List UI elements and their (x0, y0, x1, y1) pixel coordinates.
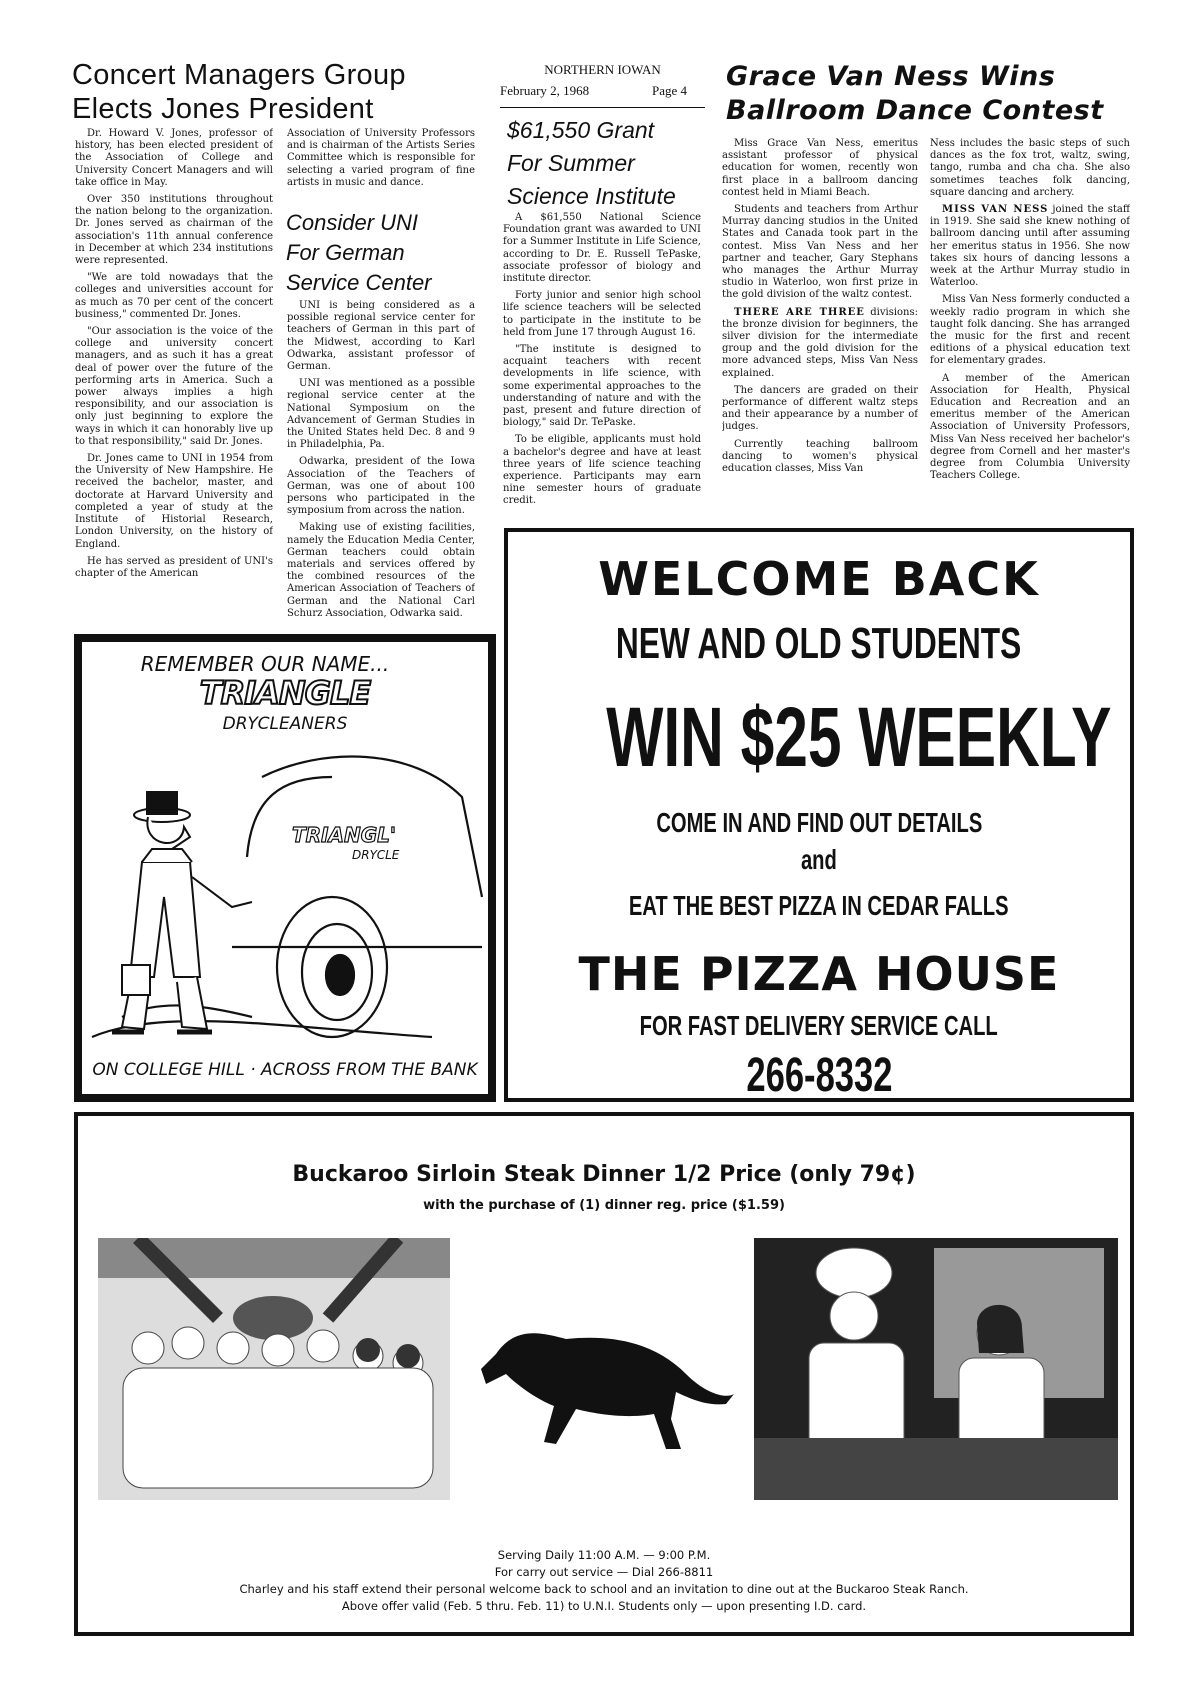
paragraph: Making use of existing facilities, namely the Education Media Center, German teachers could obtain materials and services offered by the combined resources of the American Association of Teachers of German and the National Carl Schurz Association, Odwarka said. (287, 522, 475, 619)
triangle-logo: TRIANGLE (199, 674, 371, 712)
car-door-logo: TRIANGL' (292, 823, 396, 847)
pizza-house-ad (504, 528, 1134, 1102)
paragraph: Over 350 institutions throughout the nation belong to the organization. Dr. Jones served as chairman of the association's 11th annual conference in December at which 234 institutions were represented. (75, 194, 273, 267)
ad-phone-wrap (508, 1048, 1130, 1103)
paragraph: He has served as president of UNI's chapter of the American (75, 555, 273, 579)
ad-line-and: and (801, 844, 837, 875)
paragraph: Miss Grace Van Ness, emeritus assistant professor of physical education for women, recently won first place in a ballroom dancing contest held in Miami Beach. (722, 138, 918, 198)
paragraph: A member of the American Association for Health, Physical Education and Recreation and an emeritus member of the American Association of University Professors, Miss Van Ness received her bachelor's degree from Cornell and her master's degree from Columbia University Teachers College. (930, 372, 1130, 482)
ad-offer: Above offer valid (Feb. 5 thru. Feb. 11) to U.N.I. Students only — upon presenting I.D. card. (341, 1599, 867, 1613)
paragraph: Dr. Howard V. Jones, professor of history, has been elected president of the Association of College and University Concert Managers and will take office in May. (75, 128, 273, 188)
ad-line-delivery-wrap (508, 1010, 1130, 1043)
german-headline (286, 208, 432, 298)
lead-in: MISS VAN NESS (942, 204, 1049, 216)
headline-line: Concert Managers Group (72, 59, 406, 91)
buckaroo-steak-ad (74, 1112, 1134, 1636)
paragraph (722, 307, 918, 380)
paragraph-text: divisions: the bronze division for beginners, the silver division for the intermediate group and the gold division for the more advanced steps, Miss Van Ness explained. (722, 306, 918, 379)
paragraph: The dancers are graded on their performance of different waltz steps and their appearance by a number of judges. (722, 384, 918, 433)
ad-line-delivery: FOR FAST DELIVERY SERVICE CALL (639, 1010, 999, 1041)
car-door-text: DRYCLE (352, 848, 400, 862)
paragraph: Forty junior and senior high school life science teachers will be selected to participate in the institute to be held from June 17 through August 16. (503, 290, 701, 338)
ad-subhead: with the purchase of (1) dinner reg. price ($1.59) (423, 1198, 785, 1213)
paragraph: UNI was mentioned as a possible regional service center at the National Symposium on the Advancement of German Studies in the United States held Dec. 8 and 9 in Philadelphia, Pa. (287, 378, 475, 451)
page-number: Page 4 (652, 83, 688, 98)
grant-headline (507, 114, 676, 213)
ad-line-win-wrap (508, 692, 1130, 784)
paragraph: Students and teachers from Arthur Murray dancing studios in the United States and Canada took part in the contest. Miss Van Ness and her partner and teacher, Gary Stephans who manages the Arthur Murray studio in Waterloo, won first prize in the gold division of the waltz contest. (722, 204, 918, 301)
paragraph: "Our association is the voice of the college and university concert managers, and as such it has a great deal of power over the future of the performing arts in America. Such a power always implies a high responsibility, and our association is only just beginning to explore the ways in which it can honorably live up to that responsibility," said Dr. Jones. (75, 326, 273, 447)
ad-business: DRYCLEANERS (222, 714, 348, 734)
paragraph: To be eligible, applicants must hold a bachelor's degree and have at least three years of life science teaching experience. Participants may earn nine semester hours of graduate credit. (503, 434, 701, 507)
ad-welcome: Charley and his staff extend their personal welcome back to school and an invitation to dine out at the Buckaroo Steak Ranch. (239, 1582, 969, 1596)
ad-hours: Serving Daily 11:00 A.M. — 9:00 P.M. (497, 1548, 711, 1562)
paragraph: Odwarka, president of the Iowa Association of the Teachers of German, was one of about 100 persons who participated in the symposium from across the nation. (287, 456, 475, 517)
masthead-rule (500, 107, 705, 108)
ad-line-students-wrap (508, 618, 1130, 669)
headline-line: For German (286, 240, 405, 265)
paragraph: Association of University Professors and is chairman of the Artists Series Committee which is responsible for selecting a varied program of fine artists in music and dance. (287, 128, 475, 188)
ad-line-pizza: EAT THE BEST PIZZA IN CEDAR FALLS (629, 890, 1009, 921)
cartoon-man-car-illustration (82, 737, 488, 1057)
ad-line-pizza-house: THE PIZZA HOUSE (578, 947, 1060, 1001)
concert-headline (72, 58, 406, 126)
issue-date: February 2, 1968 (500, 83, 590, 98)
ad-headline: Buckaroo Sirloin Steak Dinner 1/2 Price (only 79¢) (292, 1162, 916, 1187)
ad-phone: 266-8332 (745, 1049, 893, 1102)
ad-line-students: NEW AND OLD STUDENTS (616, 619, 1022, 668)
headline-line: Elects Jones President (72, 93, 374, 125)
ad-line-and-wrap (508, 844, 1130, 877)
headline-line: For Summer (507, 150, 635, 176)
paragraph (930, 204, 1130, 289)
headline-line: Science Institute (507, 183, 676, 209)
paragraph: A $61,550 National Science Foundation grant was awarded to UNI for a Summer Institute in Life Science, according to Dr. E. Russell TePaske, associate professor of biology and institute director. (503, 212, 701, 285)
grant-article (503, 212, 701, 527)
headline-line: Grace Van Ness Wins (726, 61, 1056, 92)
ad-line-win: WIN $25 WEEKLY (606, 690, 1112, 784)
ad-carry-out: For carry out service — Dial 266-8811 (494, 1565, 714, 1579)
lead-in: THERE ARE THREE (734, 306, 865, 318)
concert-article-col2 (287, 128, 475, 208)
paragraph: Ness includes the basic steps of such dances as the fox trot, waltz, swing, tango, rumba and cha cha. She also sometimes teaches folk dancing, square dancing and archery. (930, 138, 1130, 198)
paragraph: Miss Van Ness formerly conducted a weekly radio program in which she taught folk dancing. She has arranged the music for the first and recent editions of a physical education text for elementary grades. (930, 294, 1130, 367)
ad-line-pizza-wrap (508, 890, 1130, 923)
concert-article-col1 (75, 128, 273, 633)
paragraph: Currently teaching ballroom dancing to women's physical education classes, Miss Van (722, 438, 918, 475)
headline-line: Consider UNI (286, 210, 419, 235)
bull-silhouette-icon (476, 1314, 738, 1454)
headline-line: $61,550 Grant (507, 117, 655, 143)
ad-line-details: COME IN AND FIND OUT DETAILS (656, 807, 982, 838)
grace-headline (726, 60, 1104, 128)
staff-group-photo (98, 1238, 450, 1500)
ad-line-welcome: WELCOME BACK (598, 552, 1040, 606)
headline-line: Service Center (286, 270, 432, 295)
triangle-drycleaners-ad (74, 634, 496, 1102)
grace-article-col2 (930, 138, 1130, 523)
paragraph: "We are told nowadays that the colleges and universities account for as much as 70 per cent of the concert business," commented Dr. Jones. (75, 272, 273, 320)
paragraph: Dr. Jones came to UNI in 1954 from the University of New Hampshire. He received the bachelor, master, and doctorate at Harvard University and completed a year of study at the Institute of Historial Research, London University, on the history of England. (75, 453, 273, 550)
paragraph: "The institute is designed to acquaint teachers with recent developments in life science, with some experimental approaches to the understanding of nature and with the past, present and future direction of biology," said Dr. TePaske. (503, 344, 701, 429)
ad-footer: ON COLLEGE HILL · ACROSS FROM THE BANK (92, 1060, 478, 1080)
paragraph: UNI is being considered as a possible regional service center for teachers of German in this part of the Midwest, according to Karl Odwarka, assistant professor of German. (287, 300, 475, 373)
headline-line: Ballroom Dance Contest (726, 95, 1104, 126)
staff-couple-photo (754, 1238, 1118, 1500)
paper-name: NORTHERN IOWAN (544, 62, 661, 77)
paragraph-text: joined the staff in 1919. She said she knew nothing of ballroom dancing until after assuming her emeritus status in 1956. She now takes six hours of dancing lessons a week at the Arthur Murray studio in Waterloo. (930, 204, 1130, 289)
ad-line-details-wrap (508, 807, 1130, 840)
grace-article-col1 (722, 138, 918, 523)
german-article (287, 300, 475, 633)
ad-tagline: REMEMBER OUR NAME... (140, 652, 390, 676)
